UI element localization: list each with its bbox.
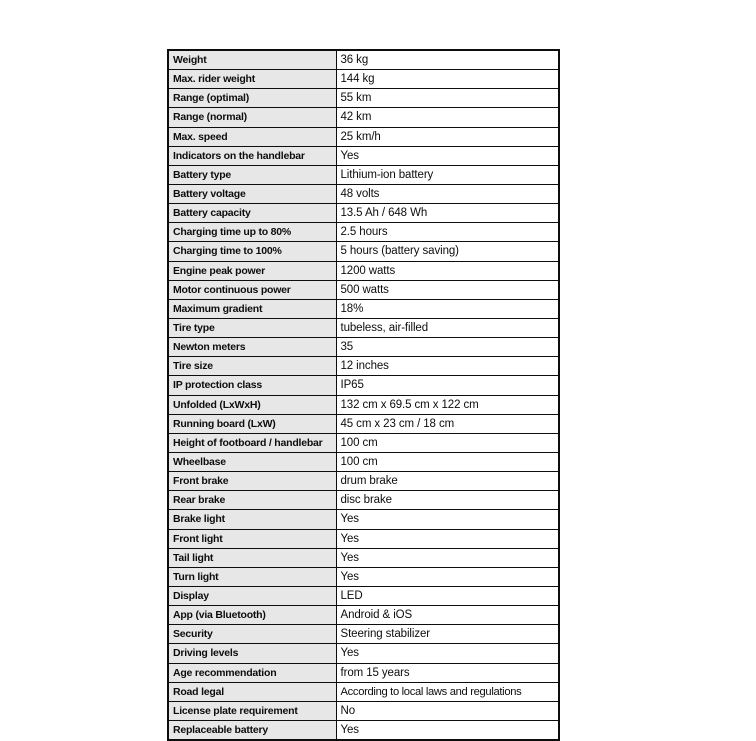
spec-label-cell: Charging time up to 80%: [168, 223, 336, 242]
spec-label-cell: Turn light: [168, 567, 336, 586]
spec-label-cell: Brake light: [168, 510, 336, 529]
spec-label-cell: Indicators on the handlebar: [168, 146, 336, 165]
spec-label-cell: Max. speed: [168, 127, 336, 146]
spec-value-cell: 48 volts: [336, 184, 559, 203]
spec-label-cell: IP protection class: [168, 376, 336, 395]
spec-value-cell: Yes: [336, 529, 559, 548]
spec-label-cell: Age recommendation: [168, 663, 336, 682]
spec-label-cell: Display: [168, 586, 336, 605]
spec-value-cell: drum brake: [336, 472, 559, 491]
spec-label-cell: Weight: [168, 50, 336, 70]
table-row: [168, 625, 559, 644]
spec-value-cell: 25 km/h: [336, 127, 559, 146]
spec-value-cell: 100 cm: [336, 452, 559, 471]
spec-value-cell: 36 kg: [336, 50, 559, 70]
spec-value-cell: 100 cm: [336, 433, 559, 452]
table-row: [168, 433, 559, 452]
spec-value-cell: Android & iOS: [336, 606, 559, 625]
spec-value-cell: Yes: [336, 146, 559, 165]
table-row: [168, 720, 559, 740]
table-row: [168, 376, 559, 395]
spec-value-cell: 55 km: [336, 89, 559, 108]
spec-value-cell: tubeless, air-filled: [336, 318, 559, 337]
spec-label-cell: Charging time to 100%: [168, 242, 336, 261]
table-row: [168, 280, 559, 299]
spec-label-cell: Driving levels: [168, 644, 336, 663]
spec-value-cell: from 15 years: [336, 663, 559, 682]
spec-value-cell: 42 km: [336, 108, 559, 127]
spec-value-cell: Yes: [336, 510, 559, 529]
spec-label-cell: Battery voltage: [168, 184, 336, 203]
table-row: [168, 567, 559, 586]
spec-label-cell: Front light: [168, 529, 336, 548]
table-row: [168, 606, 559, 625]
spec-value-cell: 144 kg: [336, 70, 559, 89]
table-row: [168, 414, 559, 433]
spec-value-cell: 132 cm x 69.5 cm x 122 cm: [336, 395, 559, 414]
table-row: [168, 701, 559, 720]
spec-label-cell: Tire type: [168, 318, 336, 337]
spec-label-cell: Tail light: [168, 548, 336, 567]
spec-value-cell: According to local laws and regulations: [336, 682, 559, 701]
spec-label-cell: Battery capacity: [168, 204, 336, 223]
table-row: [168, 184, 559, 203]
table-row: [168, 338, 559, 357]
spec-label-cell: Max. rider weight: [168, 70, 336, 89]
spec-label-cell: Motor continuous power: [168, 280, 336, 299]
table-row: [168, 395, 559, 414]
spec-value-cell: No: [336, 701, 559, 720]
spec-label-cell: Front brake: [168, 472, 336, 491]
table-row: [168, 299, 559, 318]
spec-value-cell: Yes: [336, 548, 559, 567]
spec-value-cell: 18%: [336, 299, 559, 318]
spec-label-cell: Replaceable battery: [168, 720, 336, 740]
spec-label-cell: App (via Bluetooth): [168, 606, 336, 625]
spec-value-cell: IP65: [336, 376, 559, 395]
table-row: [168, 242, 559, 261]
table-row: [168, 548, 559, 567]
spec-label-cell: Battery type: [168, 165, 336, 184]
table-row: [168, 146, 559, 165]
spec-label-cell: Unfolded (LxWxH): [168, 395, 336, 414]
spec-value-cell: Yes: [336, 720, 559, 740]
table-row: [168, 663, 559, 682]
table-row: [168, 50, 559, 70]
table-row: [168, 223, 559, 242]
spec-value-cell: Yes: [336, 567, 559, 586]
spec-label-cell: Tire size: [168, 357, 336, 376]
spec-label-cell: Engine peak power: [168, 261, 336, 280]
spec-label-cell: Running board (LxW): [168, 414, 336, 433]
spec-label-cell: Range (optimal): [168, 89, 336, 108]
spec-value-cell: 1200 watts: [336, 261, 559, 280]
table-row: [168, 682, 559, 701]
table-row: [168, 491, 559, 510]
specifications-table: [167, 49, 560, 741]
spec-label-cell: Newton meters: [168, 338, 336, 357]
table-row: [168, 644, 559, 663]
specifications-table-body: [168, 50, 559, 740]
spec-label-cell: Height of footboard / handlebar: [168, 433, 336, 452]
spec-label-cell: License plate requirement: [168, 701, 336, 720]
spec-value-cell: Yes: [336, 644, 559, 663]
table-row: [168, 510, 559, 529]
table-row: [168, 165, 559, 184]
table-row: [168, 529, 559, 548]
spec-value-cell: 13.5 Ah / 648 Wh: [336, 204, 559, 223]
table-row: [168, 318, 559, 337]
spec-value-cell: 35: [336, 338, 559, 357]
spec-label-cell: Security: [168, 625, 336, 644]
specifications-table-container: [167, 49, 558, 741]
spec-value-cell: 45 cm x 23 cm / 18 cm: [336, 414, 559, 433]
spec-value-cell: disc brake: [336, 491, 559, 510]
table-row: [168, 357, 559, 376]
spec-value-cell: LED: [336, 586, 559, 605]
spec-label-cell: Rear brake: [168, 491, 336, 510]
table-row: [168, 452, 559, 471]
table-row: [168, 89, 559, 108]
table-row: [168, 472, 559, 491]
spec-value-cell: Lithium-ion battery: [336, 165, 559, 184]
spec-value-cell: 12 inches: [336, 357, 559, 376]
spec-label-cell: Road legal: [168, 682, 336, 701]
spec-value-cell: 5 hours (battery saving): [336, 242, 559, 261]
spec-label-cell: Range (normal): [168, 108, 336, 127]
spec-value-cell: Steering stabilizer: [336, 625, 559, 644]
spec-value-cell: 500 watts: [336, 280, 559, 299]
table-row: [168, 108, 559, 127]
table-row: [168, 70, 559, 89]
table-row: [168, 586, 559, 605]
spec-label-cell: Maximum gradient: [168, 299, 336, 318]
table-row: [168, 204, 559, 223]
table-row: [168, 261, 559, 280]
table-row: [168, 127, 559, 146]
spec-value-cell: 2.5 hours: [336, 223, 559, 242]
spec-label-cell: Wheelbase: [168, 452, 336, 471]
